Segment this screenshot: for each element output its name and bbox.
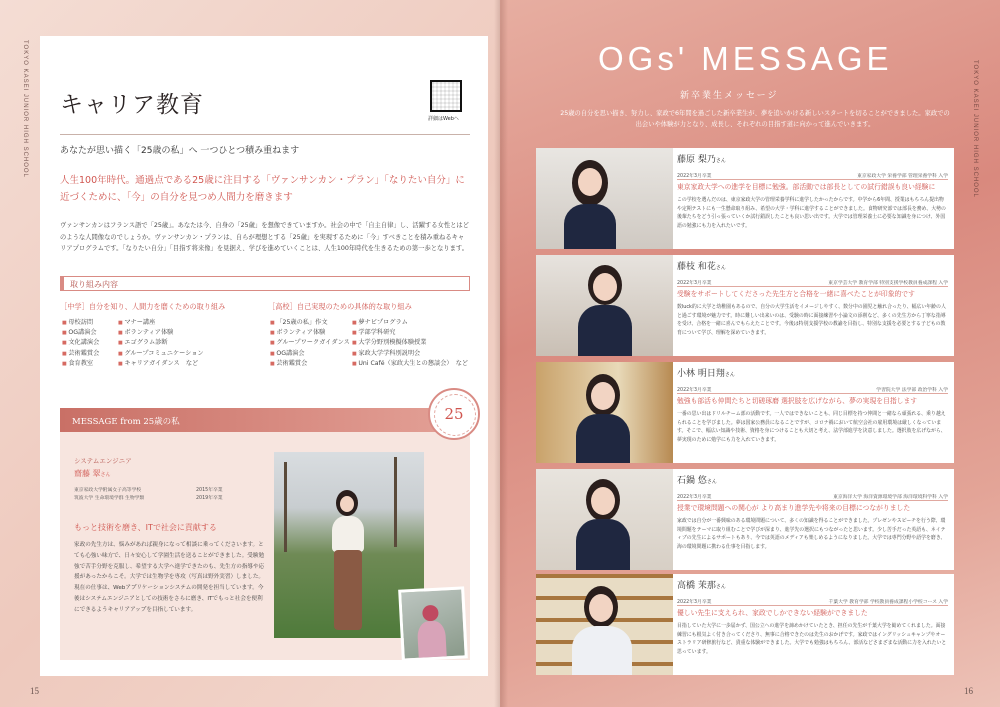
message-headline: もっと技術を磨き、ITで社会に貢献する [74, 523, 217, 532]
high-school-list-2 [352, 318, 468, 369]
list-item: ■ 母校訪問 [62, 318, 99, 328]
og-card-4 [536, 469, 954, 570]
grad-year: 2022年3月卒業 [677, 281, 712, 286]
suffix: さん [724, 372, 735, 378]
og-headline: 勉強も部活も仲間たちと切磋琢磨 選択肢を広げながら、夢の実現を目指します [677, 397, 918, 405]
age-25-badge: 25 [428, 388, 480, 440]
list-item: ■ ボランティア体験 [270, 328, 350, 338]
og-card-1 [536, 148, 954, 249]
suffix: さん [715, 158, 726, 164]
person-skirt [334, 550, 362, 630]
list-item: ■ 「25歳の私」作文 [270, 318, 350, 328]
face [591, 382, 615, 410]
university: 東京学芸大学 教育学部 特別支援学校教員養成課程 入学 [828, 281, 948, 286]
suffix: さん [715, 584, 726, 590]
junior-high-list-2 [118, 318, 204, 369]
education-2-year: 2019年卒業 [196, 496, 223, 501]
junior-high-list-1 [62, 318, 99, 369]
list-item: ■ ボランティア体験 [118, 328, 204, 338]
grad-year: 2022年3月卒業 [677, 174, 712, 179]
person-jacket [417, 620, 447, 661]
page-title: キャリア教育 [60, 92, 204, 118]
list-item: ■ エゴグラム診断 [118, 338, 204, 348]
list-item: ■ グループワークガイダンス [270, 338, 350, 348]
name: 高橋 茉那 [677, 581, 716, 591]
grad-year: 2022年3月卒業 [677, 388, 712, 393]
lead-text: 人生100年時代。通過点である25歳に注目する「ヴァンサンカン・プラン」「なりたい自分」に近づくために、「今」の自分を見つめ人間力を磨きます [60, 175, 465, 203]
og-card-3 [536, 362, 954, 463]
name: 齋藤 翠 [74, 469, 101, 478]
junior-high-heading: ［中学］自分を知り、人間力を磨くための取り組み [60, 302, 226, 311]
job-title: システムエンジニア [74, 457, 132, 465]
og-photo-3 [536, 362, 673, 463]
intro-body: ヴァンサンカンはフランス語で「25歳」。あなたは今、自身の「25歳」を想像できていますか。社会の中で「自主自律」し、活躍する女性とはどのような人間像なのでしょうか。ヴァンサンカン・プランは、自らが理想とする「25歳」を実現するために「今」すべきことを積み重ねるキャリアプログラムです。「なりたい自分」「目指す将来像」を見据え、学びを進めていくことは、人生100年時代を生きるための第一歩となります。 [60, 222, 470, 252]
og-headline: 受験をサポートしてくださった先生方と合格を一緒に喜べたことが印象的です [677, 290, 915, 298]
list-item: ■ Uni Café（家政大生との懇談会） など [352, 359, 468, 369]
og-photo-4 [536, 469, 673, 570]
divider [677, 393, 948, 394]
grad-year: 2022年3月卒業 [677, 600, 712, 605]
name: 石鍋 悠 [677, 476, 707, 486]
uniform [572, 626, 632, 675]
og-photo-1 [536, 148, 673, 249]
tree [394, 457, 397, 547]
page-number-left: 15 [30, 686, 39, 696]
divider [677, 179, 948, 180]
name: 小林 明日翔 [677, 369, 725, 379]
person-face [340, 496, 354, 512]
og-headline: 授業で環境問題への関心が より高まり進学先や将来の目標につながりました [677, 504, 911, 512]
message-name [74, 468, 111, 479]
message-body: 家政の先生方は、悩みがあれば親身になって相談に乗ってくださいます。とても心強い味方で、日々安心して学園生活を送ることができました。受験勉強で苦手分野を克服し、希望する大学へ進学できたのも、先生方の指導や応援があったからこそ。大学では生物学を専攻（写真は野外実習）しました。現在の仕事は、Webアプリケーションシステムの開発を担当しています。今後はシステムエンジニアとしての技術をさらに磨き、ITでもっと社会を便利にできるようキャリアアップを目指しています。 [74, 542, 265, 613]
face [591, 487, 615, 515]
og-text: 一番の思い出はドリルチーム部の活動です。一人ではできないことも、同じ目標を持つ仲間と一緒なら頑張れる、乗り越えられることを学びました。夢は国家公務員になることですが、コロナ禍において航空会社の雇用環境は厳しくなっています。そこで、幅広い知識や技術、資格を身につけることも大切と考え、法学部進学を決意しました。選択肢を広げながら、夢実現のために勉学にも力を入れていきます。 [677, 411, 946, 443]
list-item: ■ 食育教室 [62, 359, 99, 369]
og-name-2 [677, 259, 726, 272]
university: 東京家政大学 栄養学部 管理栄養学科 入学 [857, 174, 948, 179]
og-name-5 [677, 578, 726, 591]
og-name-3 [677, 366, 735, 379]
og-text: 家政では自分が一番興味のある環境問題について、多くの知識を得ることができました。プレゼンやスピーチを行う際、環境問題をテーマに取り組むことで学びが深まり、進学先の選択にもつながったと思います。少し苦手だった英語も、ネイティブの先生によるサポートもあり、今では英語のメディアも楽しめるようになりました。大学では専門分野や語学を磨き、海の環境問題に携わる仕事を目指します。 [677, 518, 946, 550]
og-name-1 [677, 152, 726, 165]
grad-year: 2022年3月卒業 [677, 495, 712, 500]
og-photo-2 [536, 255, 673, 356]
field-trip-photo [398, 586, 468, 661]
ogs-subtitle: 新卒業生メッセージ [680, 91, 779, 101]
university: 東京海洋大学 海洋資源環境学部 海洋環境科学科 入学 [833, 495, 948, 500]
og-card-5 [536, 574, 954, 675]
og-headline: 東京家政大学への進学を目標に勉強。部活動では部長としての試行錯誤も良い経験に [677, 183, 936, 191]
education-1-year: 2015年卒業 [196, 488, 223, 493]
og-text: 目指していた大学に一歩届かず、国公立への進学を諦めかけていたとき、担任の先生が千葉大学を勧めてくれました。面接練習にも根気よく付き合ってくださり、無事に合格できたのは先生のおかげです。家政ではイングリッシュキャンプやオーストラリア研修旅行など、貴重な体験ができました。大学でも勉強はもちろん、部活などさまざまな活動に力を入れたいと思っています。 [677, 623, 947, 655]
left-vertical-school-name: TOKYO KASEI JUNIOR HIGH SCHOOL [22, 40, 28, 178]
list-item: ■ キャリアガイダンス など [118, 359, 204, 369]
education-2: 筑波大学 生命環境学群 生物学類 [74, 496, 145, 501]
person-blouse [332, 516, 364, 552]
high-school-heading: ［高校］自己実現のための具体的な取り組み [268, 302, 412, 311]
divider [677, 500, 948, 501]
og-text: この学校を選んだのは、東京家政大学の管理栄養学科に進学したかったからです。中学から6年間、授業はもちろん提出物や定期テストにも一生懸命取り組み、希望の大学・学科に進学することができました。食物研究部では部長を務め、大勢の後輩たちをどう引っ張っていくか試行錯誤したことも良い思い出です。大学では管理栄養士に必要な知識を身につけ、外国語の勉強にも力を入れたいです。 [677, 197, 946, 229]
name-suffix: さん [100, 472, 111, 478]
list-item: ■ 学部学科研究 [352, 328, 468, 338]
ogs-intro: 25歳の自分を思い描き、努力し、家政で6年間を過ごした新卒業生が、夢を追いかける新しいスタートを切ることができました。家政での出会いや体験が力となり、成長し、それぞれの目指す道に向かって進んでいきます。 [560, 110, 950, 128]
divider [677, 286, 948, 287]
uniform [576, 414, 630, 463]
message-bar: MESSAGE from 25歳の私 [60, 408, 455, 432]
tree [284, 462, 287, 552]
list-item: ■ 芸術鑑賞会 [62, 349, 99, 359]
suffix: さん [706, 479, 717, 485]
ogs-message-title: OGs' MESSAGE [598, 40, 893, 77]
divider [677, 605, 948, 606]
career-education-card [40, 36, 488, 676]
uniform [578, 305, 632, 356]
right-vertical-school-name: TOKYO KASEI JUNIOR HIGH SCHOOL [972, 60, 978, 198]
page-fold [494, 0, 508, 707]
uniform [564, 204, 616, 249]
list-item: ■ OG講演会 [62, 328, 99, 338]
list-item: ■ 家政大学学科別説明会 [352, 349, 468, 359]
list-item: ■ 文化講演会 [62, 338, 99, 348]
right-page [500, 0, 1000, 707]
page-number-right: 16 [964, 686, 973, 696]
university: 千葉大学 教育学部 学校教員養成課程小学校コース 入学 [828, 600, 948, 605]
subtitle: あなたが思い描く「25歳の私」へ 一つひとつ積み重ねます [60, 146, 300, 156]
name: 藤原 梨乃 [677, 155, 716, 165]
face [578, 168, 602, 196]
face [593, 273, 617, 301]
list-item: ■ 夢ナビプログラム [352, 318, 468, 328]
list-item: ■ 芸術鑑賞会 [270, 359, 350, 369]
message-box [60, 408, 470, 660]
og-photo-5 [536, 574, 673, 675]
qr-code-icon[interactable] [430, 80, 462, 112]
face [589, 594, 613, 622]
og-name-4 [677, 473, 717, 486]
og-card-2 [536, 255, 954, 356]
university: 学習院大学 法学部 政治学科 入学 [876, 388, 948, 393]
list-item: ■ OG講演会 [270, 349, 350, 359]
section-heading: 取り組み内容 [60, 276, 470, 291]
list-item: ■ 大学分野別模擬体験授業 [352, 338, 468, 348]
person-hat [422, 605, 439, 622]
high-school-list-1 [270, 318, 350, 369]
qr-label: 詳細はWebへ [428, 116, 459, 122]
education-1: 東京家政大学附属女子高等学校 [74, 488, 142, 493]
og-text: 数luck的に大学と幼稚園もあるので、自分の大学生活をイメージしやすく、数分中の園児と触れ合ったり、幅広い年齢の人と過ごす環境が魅力です。時に難しい出来いのは、受験の時に面接練習や小論文の添削など、多くの先生方から丁寧な指導を受け、合格を一緒に喜んでもらえたことです。今後は特別支援学校の教諭を目指し、特別な支援を必要とする子どもの教育について学び、理解を深めていきます。 [677, 304, 946, 336]
list-item: ■ マナー講座 [118, 318, 204, 328]
divider [60, 134, 470, 135]
name: 藤枝 和花 [677, 262, 716, 272]
suffix: さん [715, 265, 726, 271]
uniform [576, 519, 630, 570]
og-headline: 優しい先生に支えられ、家政でしかできない経験ができました [677, 609, 868, 617]
list-item: ■ グループコミュニケーション [118, 349, 204, 359]
